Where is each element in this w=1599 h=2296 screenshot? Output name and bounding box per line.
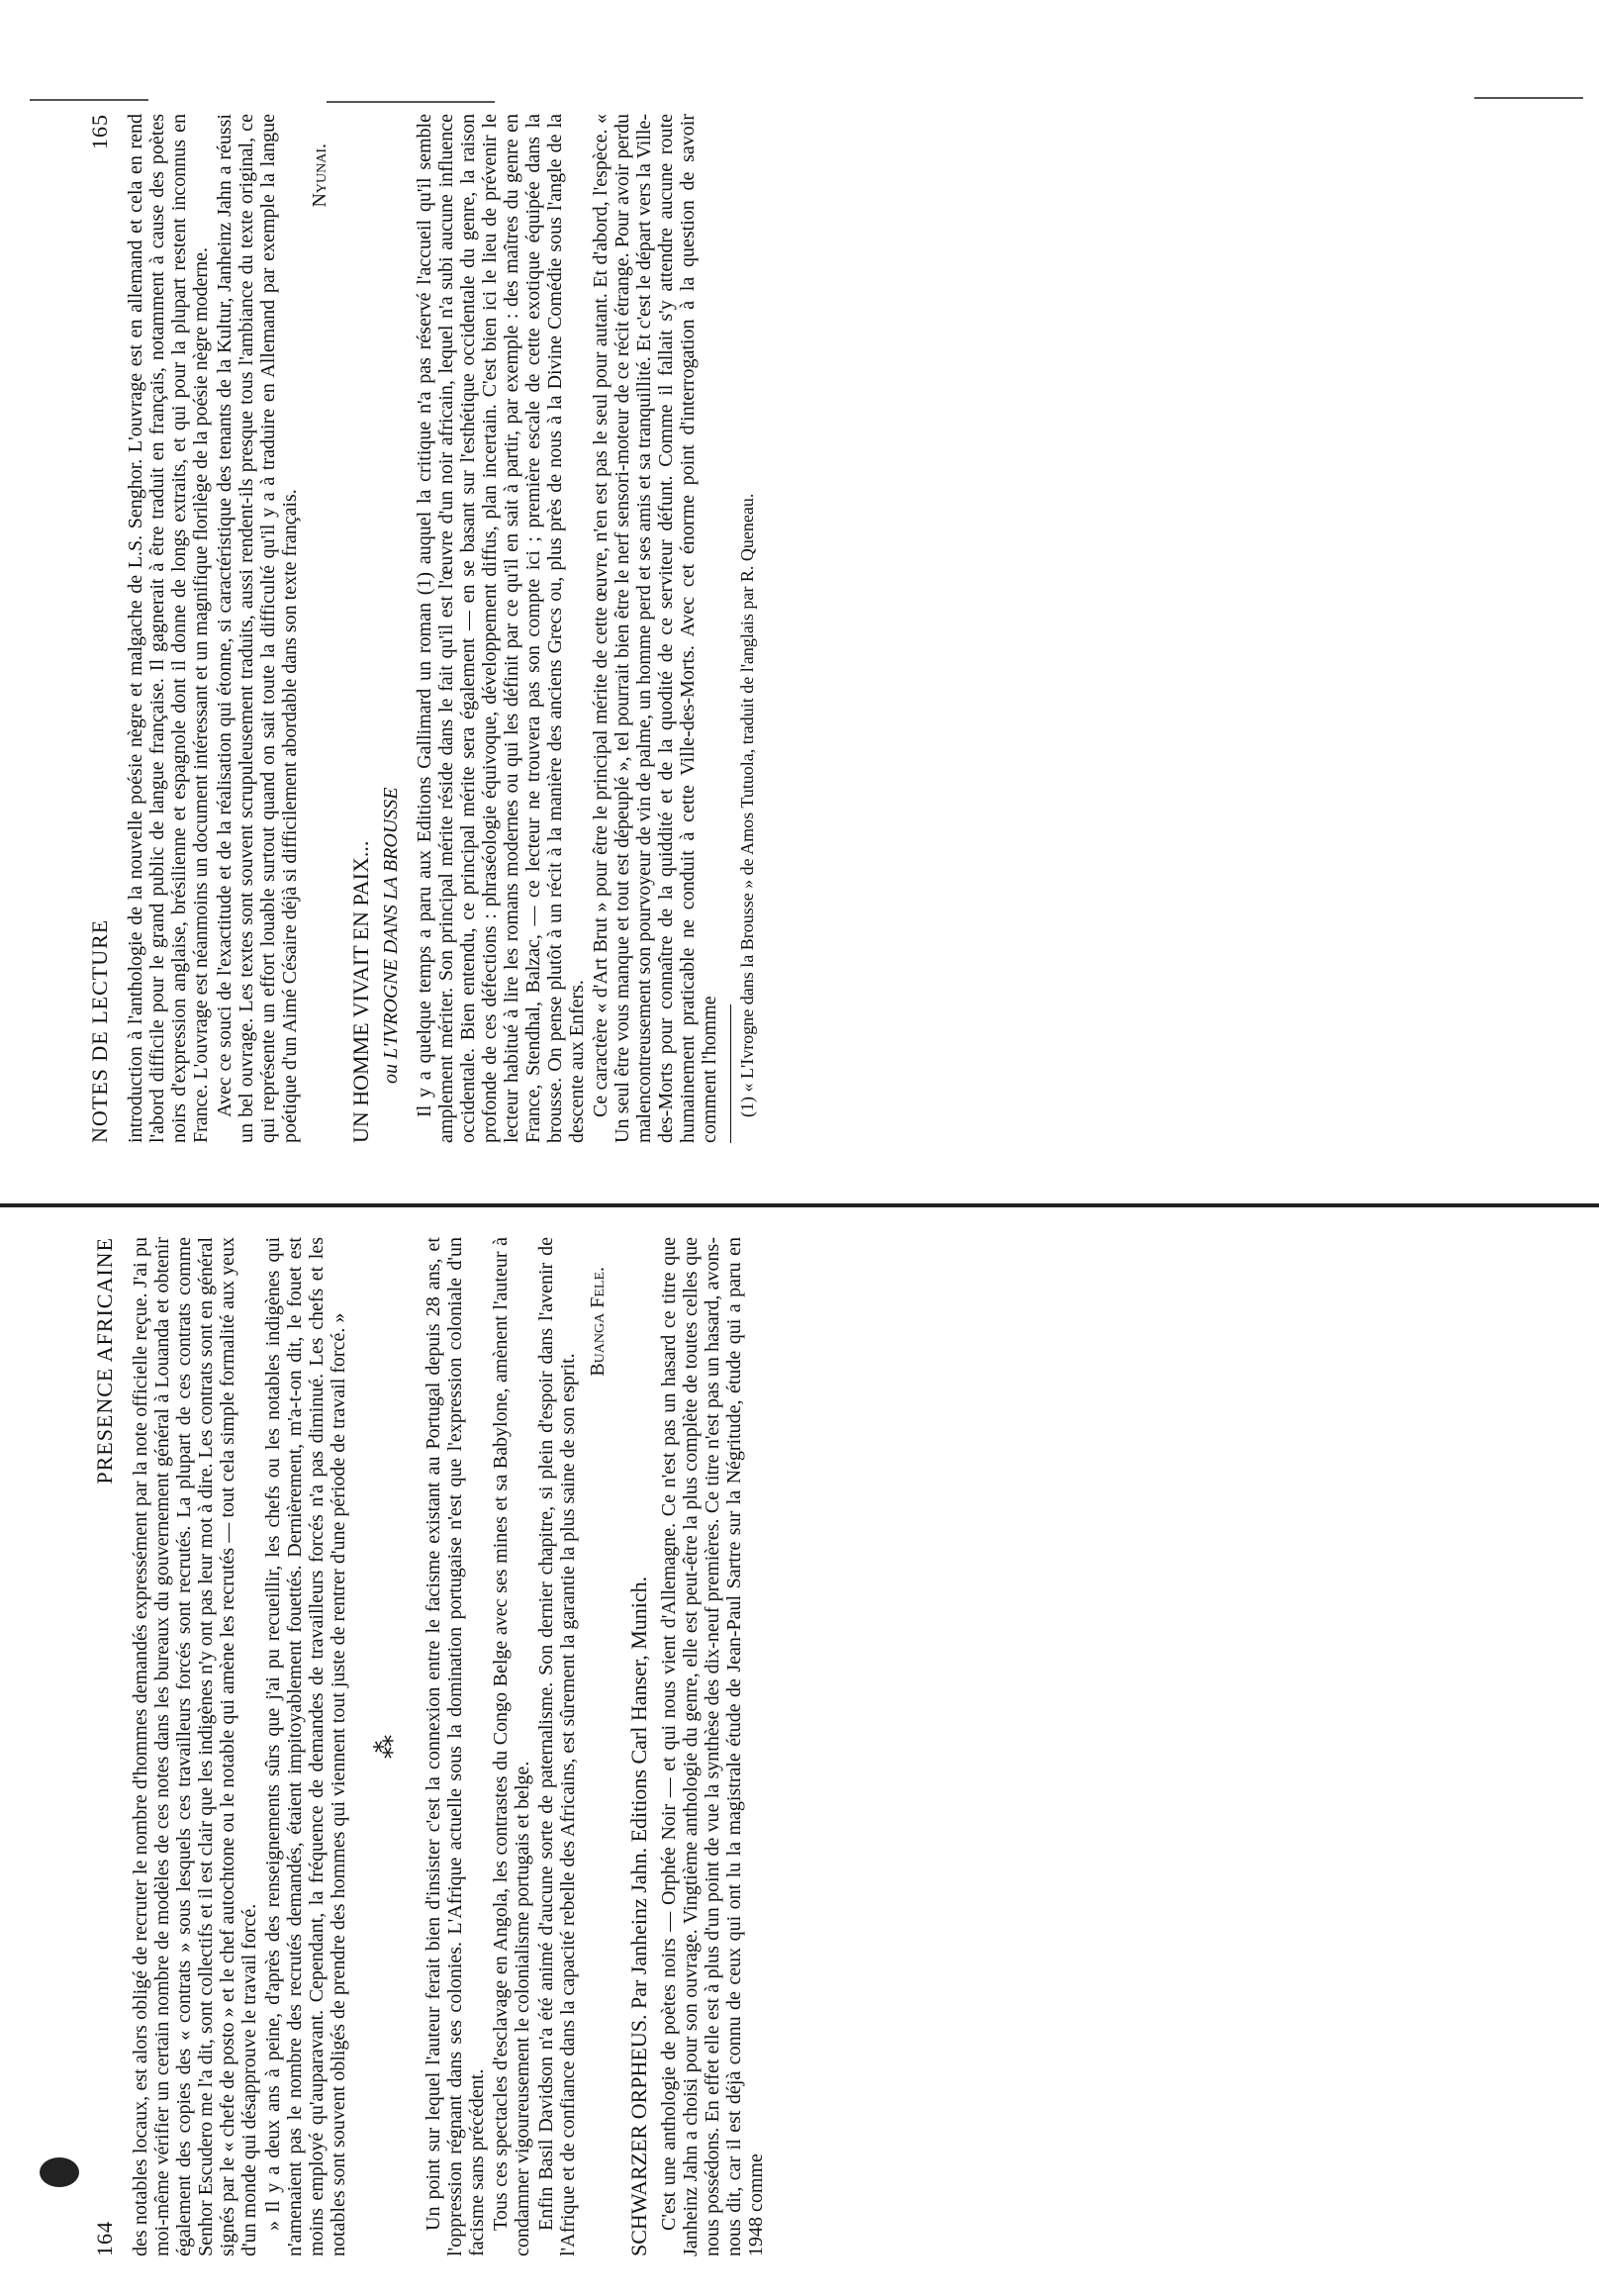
paragraph: introduction à l'anthologie de la nouvelle poésie nègre et malgache de L.S. Senghor. L'ouvrage est en allemand et cela en rend l'abord difficile pour le grand public de langue française. Il gagnerait à être traduit en français, notamment à cause des poètes noirs d'expression anglaise, brésilienne et espagnole dont il donne de longs extraits, et qui pour la plupart restent inconnus en France. L'ouvrage est néanmoins un document intéressant et un magnifique florilège de la poésie nègre moderne. xyxy=(125,114,212,1143)
paragraph: C'est une anthologie de poètes noirs — Orphée Noir — et qui nous vient d'Allemagne. Ce n'est pas un hasard ce titre que Janheinz Jahn a choisi pour son ouvrage. Vingtième anthologie du genre, elle est peut-être la plus complète de toutes celles que nous possédons. En effet elle est à plus d'un point de vue la synthèse des dix-neuf premières. Ce titre n'est pas un hasard, avons-nous dit, car il est déjà connu de ceux qui ont lu la magistrale étude de Jean-Paul Sartre sur la Négritude, étude qui a paru en 1948 comme xyxy=(658,1237,767,2256)
paragraph: Ce caractère « d'Art Brut » pour être le principal mérite de cette œuvre, n'en est pas le seul pour autant. Et d'abord, l'espèce. « Un seul être vous manque et tout est dépeuplé », tel pourrait bien être le nerf sensori-moteur de ce récit étrange. Pour avoir perdu malencontreusement son pourvoyeur de vin de palme, un homme perd et ses amis et sa tranquillité. Et c'est le départ vers la Ville-des-Morts pour connaître de la quiddité et de la quodité de ce serviteur défunt. Comme il fallait s'y attendre aucune route humainement praticable ne conduit à cette Ville-des-Morts. Avec cet énorme point d'interrogation à la question de savoir comment l'homme xyxy=(590,114,720,1143)
spread-gutter xyxy=(0,1203,1599,1207)
page-164-rotated xyxy=(0,1212,1599,2296)
signature: Nyunai. xyxy=(309,144,330,208)
section-heading: UN HOMME VIVAIT EN PAIX... xyxy=(348,840,373,1143)
paragraph: Avec ce souci de l'exactitude et de la réalisation qui étonne, si caractéristique des tenants de la Kultur, Janheinz Jahn a réussi un bel ouvrage. Les textes sont souvent scrupuleusement traduits, aussi rendent-ils presque tous l'ambiance du texte original, ce qui représente un effort louable surtout quand on sait toute la difficulté qu'il y a à traduire en Allemand par exemple la langue poétique d'un Aimé Césaire déjà si difficilement abordable dans son texte français. xyxy=(214,114,301,1143)
scan-speck xyxy=(30,99,148,101)
section-break-asterism: ⁂ xyxy=(373,1735,399,1759)
section-subheading: ou L'IVROGNE DANS LA BROUSSE xyxy=(380,787,402,1084)
page-164 xyxy=(0,1212,1599,2296)
section-heading: SCHWARZER ORPHEUS. Par Janheinz Jahn. Editions Carl Hanser, Munich. xyxy=(626,1576,651,2256)
footnote: (1) « L'Ivrogne dans la Brousse » de Amos Tutuola, traduit de l'anglais par R. Queneau. xyxy=(737,493,757,1117)
page-165-column xyxy=(89,114,759,1143)
paragraph: Il y a quelque temps a paru aux Editions Gallimard un roman (1) auquel la critique n'a pas réservé l'accueil qu'il semble amplement mériter. Son principal mérite réside dans le fait qu'il est l'œuvre d'un noir africain, lequel n'a subi aucune influence occidentale. Bien entendu, ce principal mérite sera également — en se basant sur l'esthétique occidentale du genre, la raison profonde de ces défections : phraséologie équivoque, développement diffus, plan incertain. C'est bien ici le lieu de prévenir le lecteur habitué à lire les romans modernes ou qui les définit par ce qu'il en sait à partir, par exemple : des maîtres du genre en France, Stendhal, Balzac, — ce lecteur ne trouvera pas son compte ici ; première escale de cette exotique équipée dans la brousse. On pense plutôt à un récit à la manière des anciens Grecs ou, plus près de nous à la Divine Comédie sous l'angle de la descente aux Enfers. xyxy=(414,114,588,1143)
paragraph: » Il y a deux ans à peine, d'après des renseignements sûrs que j'ai pu recueillir, les chefs ou les notables indigènes qui n'amenaient pas le nombre des recrutés demandés, étaient impitoyablement fouettés. Dernièrement, m'a-t-on dit, le fouet est moins employé qu'auparavant. Cependant, la fréquence de demandes de travailleurs forcés n'a pas diminué. Les chefs et les notables sont souvent obligés de prendre des hommes qui viennent tout juste de rentrer d'une période de travail forcé. » xyxy=(262,1237,349,2256)
paragraph: Enfin Basil Davidson n'a été animé d'aucune sorte de paternalisme. Son dernier chapitre, si plein d'espoir dans l'avenir de l'Afrique et de confiance dans la capacité rebelle des Africains, est sûrement la garantie la plus saine de son esprit. xyxy=(535,1237,579,2256)
paragraph: des notables locaux, est alors obligé de recruter le nombre d'hommes demandés expressément par la note officielle reçue. J'ai pu moi-même vérifier un certain nombre de modèles de ces notes dans les bureaux du gouvernement général à Louanda et obtenir également des copies des « contrats » sous lesquels ces travailleurs forcés sont recrutés. La plupart de ces contrats comme Senhor Escudero me l'a dit, sont collectifs et il est clair que les indigènes n'y ont pas leur mot à dire. Les contrats sont en général signés par le « chefe de posto » et le chef autochtone ou le notable qui amène les recrutés — tout cela simple formalité aux yeux d'un monde qui désapprouve le travail forcé. xyxy=(130,1237,260,2256)
running-head-title: PRESENCE AFRICAINE xyxy=(92,1237,117,1484)
signature: Buanga Fele. xyxy=(587,1267,609,1377)
running-header xyxy=(89,114,111,1143)
scan-smudge xyxy=(40,2157,79,2187)
page-number: 164 xyxy=(92,2221,117,2256)
paragraph: Tous ces spectacles d'esclavage en Angola, les contrastes du Congo Belge avec ses mines et sa Babylone, amènent l'auteur à condamner vigoureusement le colonialisme portugais et belge. xyxy=(490,1237,533,2256)
page-number: 165 xyxy=(87,114,112,149)
running-head-title: NOTES DE LECTURE xyxy=(87,918,112,1143)
running-header xyxy=(94,1237,116,2256)
footnote-rule xyxy=(730,1004,731,1143)
scan-speck xyxy=(327,101,495,103)
scan-speck xyxy=(1474,97,1583,99)
page-164-column xyxy=(94,1237,769,2256)
paragraph: Un point sur lequel l'auteur ferait bien d'insister c'est la connexion entre le facisme existant au Portugal depuis 28 ans, et l'oppression régnant dans ses colonies. L'Afrique actuelle sous la domination portugaise n'est que l'expression coloniale d'un facisme sans précédent. xyxy=(423,1237,488,2256)
